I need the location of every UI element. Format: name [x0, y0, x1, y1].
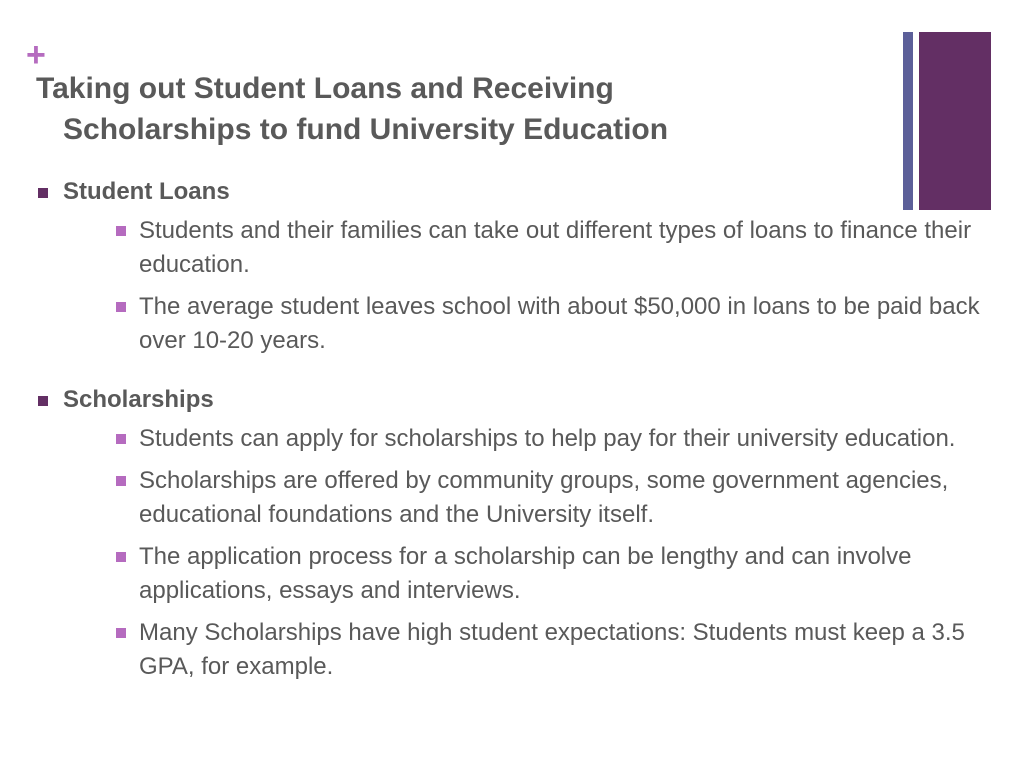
slide-body [36, 174, 1016, 692]
list-item-text: The average student leaves school with about $50,000 in loans to be paid back over 10-20 years. [139, 293, 980, 354]
list-item-text: The application process for a scholarship can be lengthy and can involve applications, essays and interviews. [139, 543, 912, 604]
section-heading [36, 174, 1016, 210]
list-item-text: Students and their families can take out different types of loans to finance their education. [139, 217, 972, 278]
list-item [36, 464, 1016, 532]
plus-icon: + [26, 36, 46, 74]
section-heading-text: Scholarships [63, 386, 214, 413]
list-item-text: Scholarships are offered by community groups, some government agencies, educational foundations and the University itself. [139, 467, 949, 528]
list-item [36, 214, 1016, 282]
square-bullet-icon [116, 434, 126, 444]
list-item-text: Many Scholarships have high student expectations: Students must keep a 3.5 GPA, for example. [139, 619, 965, 680]
list-item [36, 422, 1016, 456]
slide-title [36, 68, 796, 150]
bullet-list [36, 422, 1016, 684]
square-bullet-icon [38, 188, 48, 198]
list-item [36, 290, 1016, 358]
section-heading-text: Student Loans [63, 178, 230, 205]
square-bullet-icon [38, 396, 48, 406]
title-line-1: Taking out Student Loans and Receiving [36, 72, 614, 105]
list-item [36, 616, 1016, 684]
square-bullet-icon [116, 476, 126, 486]
title-line-2: Scholarships to fund University Education [63, 113, 669, 146]
square-bullet-icon [116, 302, 126, 312]
square-bullet-icon [116, 226, 126, 236]
square-bullet-icon [116, 628, 126, 638]
section-heading [36, 382, 1016, 418]
list-item [36, 540, 1016, 608]
bullet-list [36, 214, 1016, 358]
section-student-loans [36, 174, 1016, 358]
list-item-text: Students can apply for scholarships to help pay for their university education. [139, 425, 956, 452]
square-bullet-icon [116, 552, 126, 562]
section-scholarships [36, 382, 1016, 684]
